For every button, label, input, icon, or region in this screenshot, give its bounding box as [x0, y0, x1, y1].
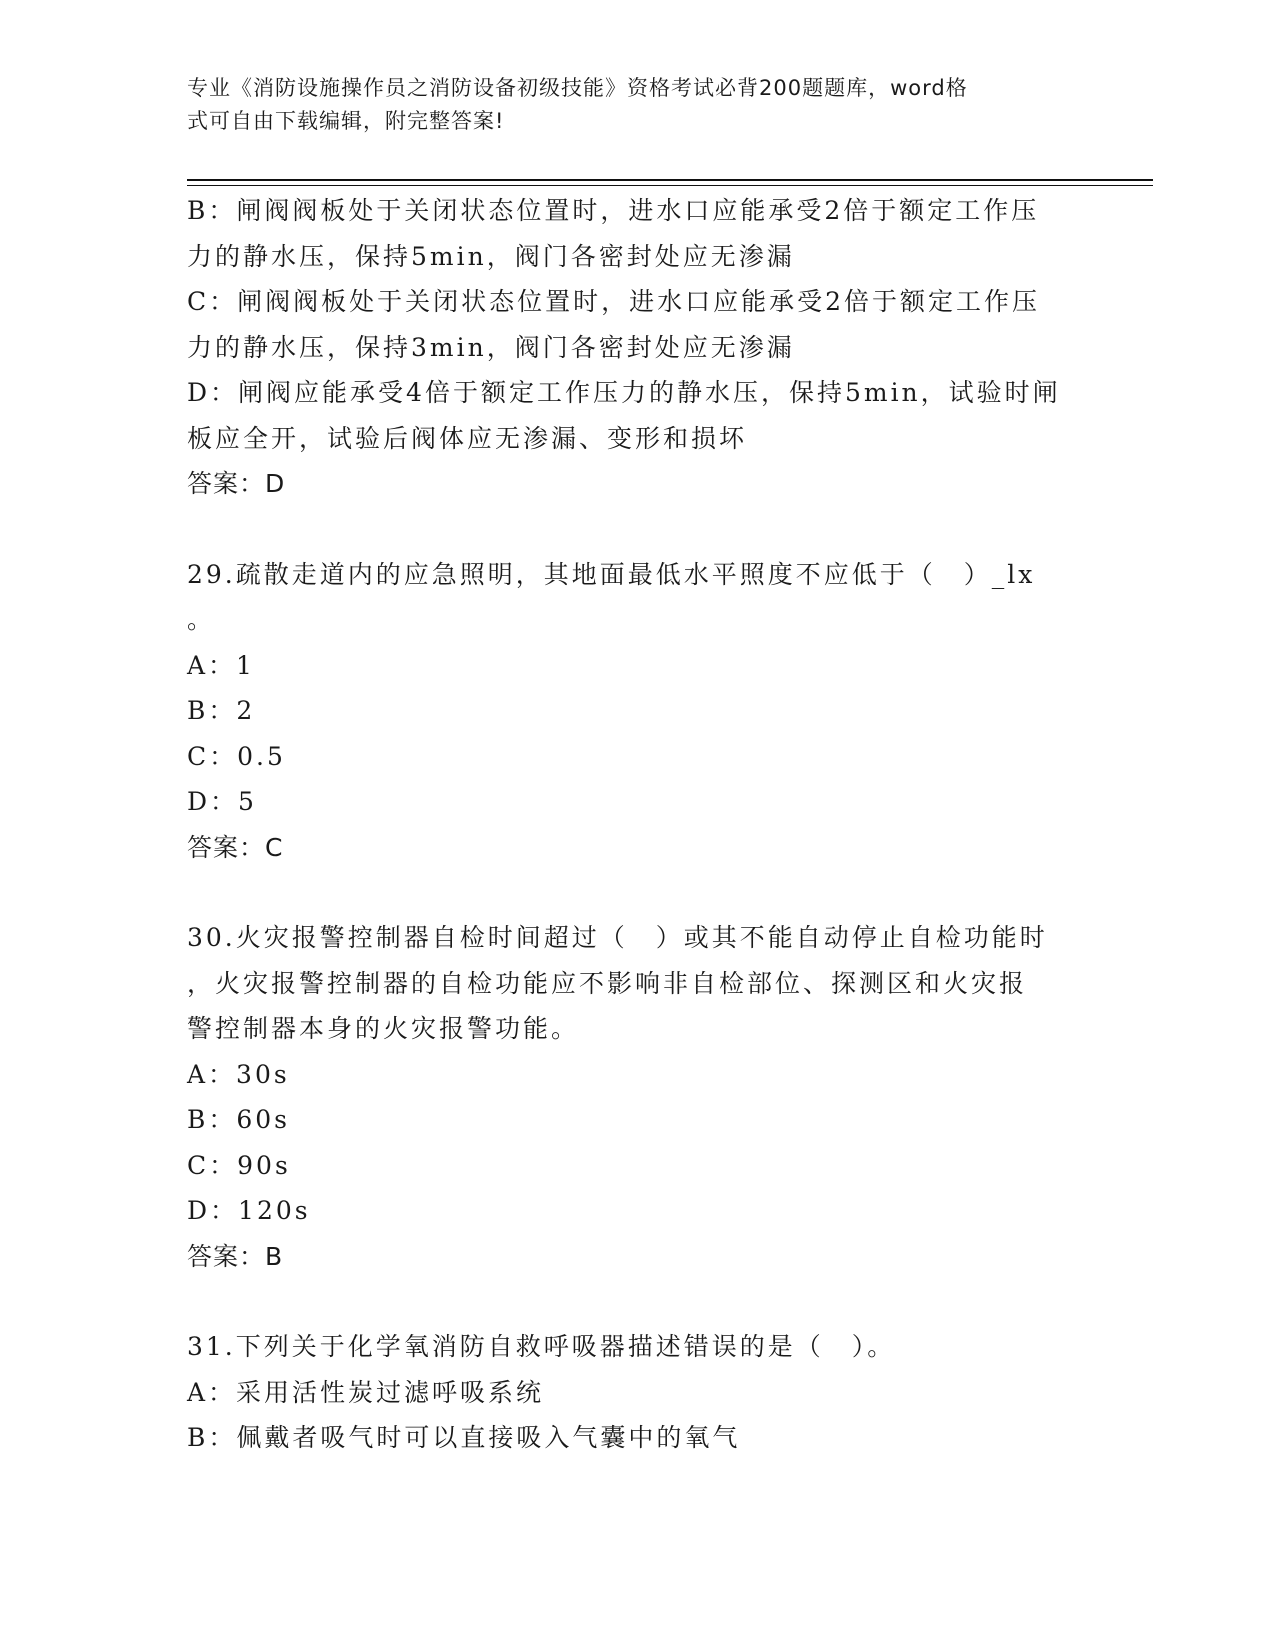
question-stem-line: 30.火灾报警控制器自检时间超过（ ）或其不能自动停止自检功能时	[187, 923, 1048, 952]
option-d: D：120s	[187, 1196, 311, 1225]
header-rule-thick	[187, 179, 1153, 181]
question-stem-line: 。	[187, 605, 216, 634]
question-30	[187, 915, 1087, 1279]
option-b: B：2	[187, 696, 256, 725]
option-text-line: 力的静水压，保持3min，阀门各密封处应无渗漏	[187, 332, 795, 362]
question-29	[187, 552, 1087, 871]
option-text-line: C：闸阀阀板处于关闭状态位置时，进水口应能承受2倍于额定工作压	[187, 287, 1041, 316]
option-text-line: 力的静水压，保持5min，阀门各密封处应无渗漏	[187, 241, 795, 271]
option-text-line: 板应全开，试验后阀体应无渗漏、变形和损坏	[187, 423, 748, 453]
option-text-line: D：闸阀应能承受4倍于额定工作压力的静水压，保持5min，试验时闸	[187, 378, 1061, 407]
question-31	[187, 1324, 1087, 1461]
question-stem-line: ，火灾报警控制器的自检功能应不影响非自检部位、探测区和火灾报	[187, 968, 1028, 998]
option-a: A：采用活性炭过滤呼吸系统	[187, 1377, 545, 1407]
option-a: A：1	[187, 650, 255, 680]
header-title-line-2: 式可自由下载编辑，附完整答案!	[187, 109, 505, 133]
option-d: D：5	[187, 787, 257, 816]
option-c: C：90s	[187, 1150, 291, 1180]
option-b: B：60s	[187, 1105, 291, 1134]
header-rule-thin	[187, 185, 1153, 186]
document-header	[187, 72, 1067, 138]
option-text-line: B：闸阀阀板处于关闭状态位置时，进水口应能承受2倍于额定工作压	[187, 196, 1040, 225]
question-28-tail	[187, 188, 1087, 507]
option-a: A：30s	[187, 1059, 290, 1089]
question-content	[187, 188, 1087, 1461]
answer-line: 答案：B	[187, 1241, 284, 1271]
option-c: C：0.5	[187, 741, 286, 771]
question-stem-line: 警控制器本身的火灾报警功能。	[187, 1014, 580, 1043]
answer-line: 答案：C	[187, 832, 284, 862]
answer-line: 答案：D	[187, 469, 286, 498]
option-b: B：佩戴者吸气时可以直接吸入气囊中的氧气	[187, 1423, 741, 1452]
header-title-line-1: 专业《消防设施操作员之消防设备初级技能》资格考试必背200题题库，word格	[187, 76, 968, 100]
question-stem-line: 29.疏散走道内的应急照明，其地面最低水平照度不应低于（ ）_lx	[187, 559, 1036, 589]
question-stem-line: 31.下列关于化学氧消防自救呼吸器描述错误的是（ ）。	[187, 1332, 896, 1361]
